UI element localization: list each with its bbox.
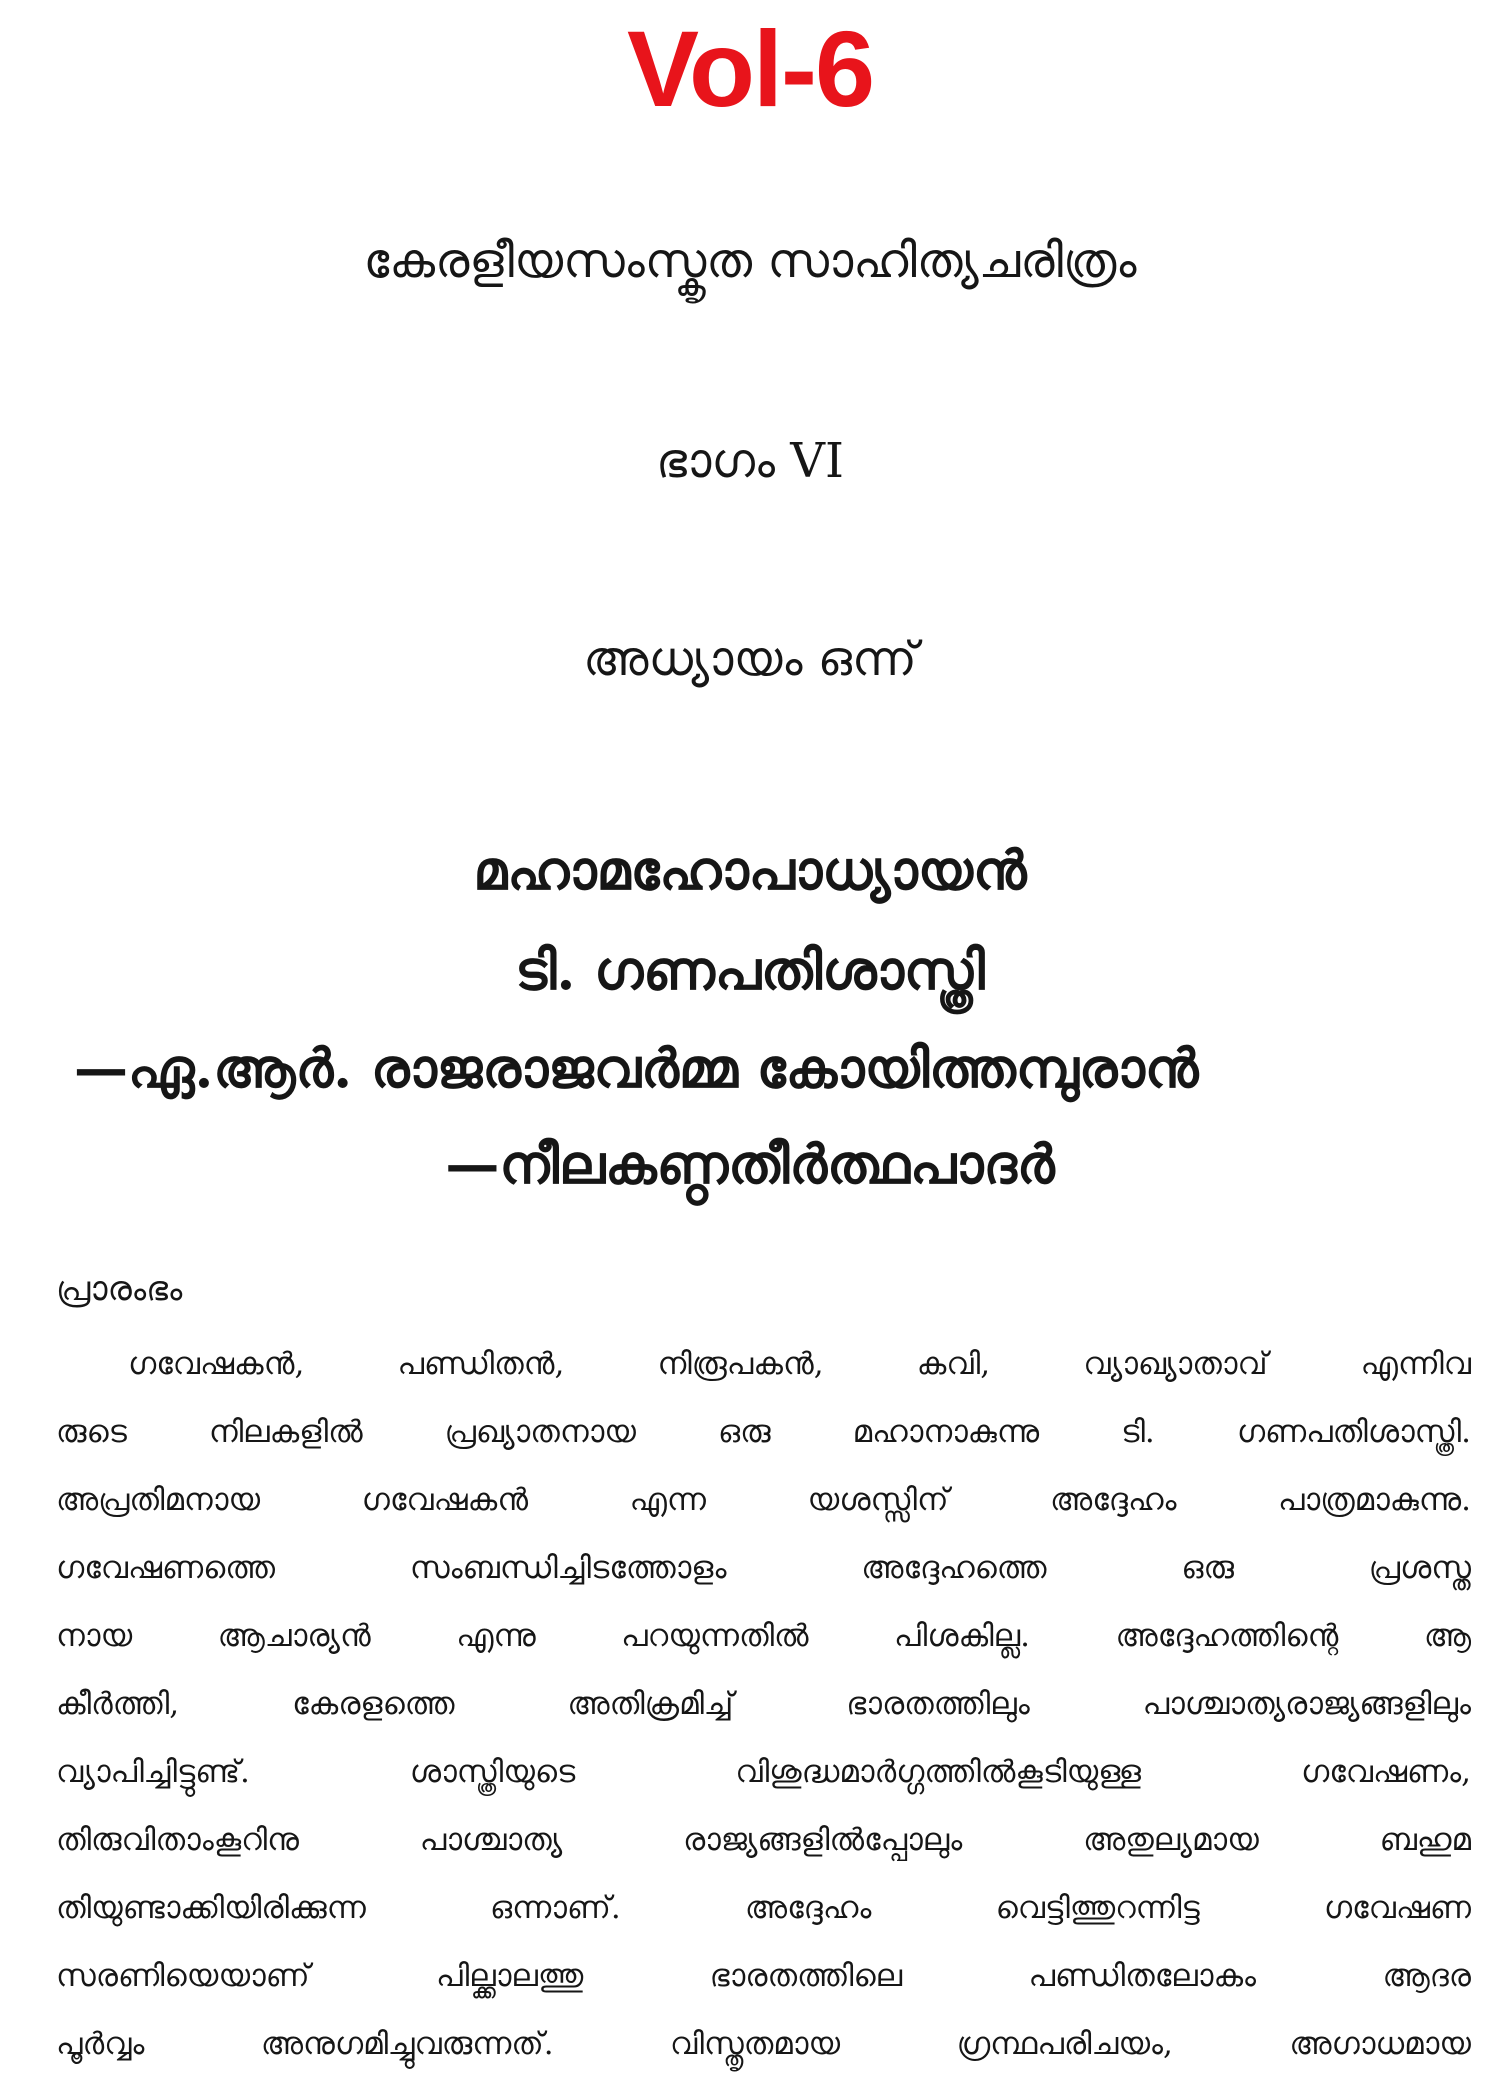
paragraph-line: അപ്രതിമനായ ഗവേഷകൻ എന്ന യശസ്സിന് അദ്ദേഹം പാത്രമാകുന്നു. xyxy=(56,1482,1471,1518)
book-title: കേരളീയസംസ്കൃത സാഹിത്യചരിത്രം xyxy=(363,233,1137,289)
paragraph-line: സരണിയെയാണ് പില്ക്കാലത്തു ഭാരതത്തിലെ പണ്ഡിതലോകം ആദര xyxy=(56,1958,1471,1994)
paragraph-line: പൂർവ്വം അനുഗമിച്ചുവരുന്നത്. വിസ്തൃതമായ ഗ്രന്ഥപരിചയം, അഗാധമായ xyxy=(56,2026,1471,2062)
paragraph-line: ഗവേഷണത്തെ സംബന്ധിച്ചിടത്തോളം അദ്ദേഹത്തെ ഒരു പ്രശസ്ത xyxy=(56,1550,1471,1586)
body-paragraph xyxy=(56,1330,1471,2078)
volume-label: Vol-6 xyxy=(626,8,874,129)
paragraph-line: കീർത്തി, കേരളത്തെ അതിക്രമിച്ച് ഭാരതത്തിലും പാശ്ചാത്യരാജ്യങ്ങളിലും xyxy=(56,1686,1471,1722)
paragraph-line: വ്യാപിച്ചിട്ടുണ്ട്. ശാസ്ത്രിയുടെ വിശുദ്ധമാർഗ്ഗത്തിൽകൂടിയുള്ള ഗവേഷണം, xyxy=(56,1754,1471,1790)
paragraph-line: തിരുവിതാംകൂറിനു പാശ്ചാത്യ രാജ്യങ്ങളിൽപ്പോലും അതുല്യമായ ബഹുമ xyxy=(56,1822,1471,1858)
section-title: പ്രാരംഭം xyxy=(56,1269,183,1309)
part-label: ഭാഗം VI xyxy=(656,433,844,489)
paragraph-line: നായ ആചാര്യൻ എന്നു പറയുന്നതിൽ പിശകില്ല. അദ്ദേഹത്തിന്റെ ആ xyxy=(56,1618,1471,1654)
paragraph-line: ഗവേഷകൻ, പണ്ഡിതൻ, നിരൂപകൻ, കവി, വ്യാഖ്യാതാവ് എന്നിവ xyxy=(128,1346,1471,1382)
chapter-heading-line: —നീലകണ്ഠതീർത്ഥപാദർ xyxy=(445,1132,1055,1196)
chapter-heading-line: —ഏ.ആർ. രാജരാജവർമ്മ കോയിത്തമ്പുരാൻ xyxy=(74,1036,1199,1100)
chapter-heading-line: മഹാമഹോപാധ്യായൻ xyxy=(473,838,1027,902)
paragraph-line: രുടെ നിലകളിൽ പ്രഖ്യാതനായ ഒരു മഹാനാകുന്നു ടി. ഗണപതിശാസ്ത്രി. xyxy=(56,1414,1471,1450)
chapter-label: അധ്യായം ഒന്ന് xyxy=(583,631,917,687)
paragraph-line: തിയുണ്ടാക്കിയിരിക്കുന്ന ഒന്നാണ്. അദ്ദേഹം വെട്ടിത്തുറന്നിട്ട ഗവേഷണ xyxy=(56,1890,1471,1926)
chapter-heading-line: ടി. ഗണപതിശാസ്ത്രി xyxy=(515,938,985,1002)
